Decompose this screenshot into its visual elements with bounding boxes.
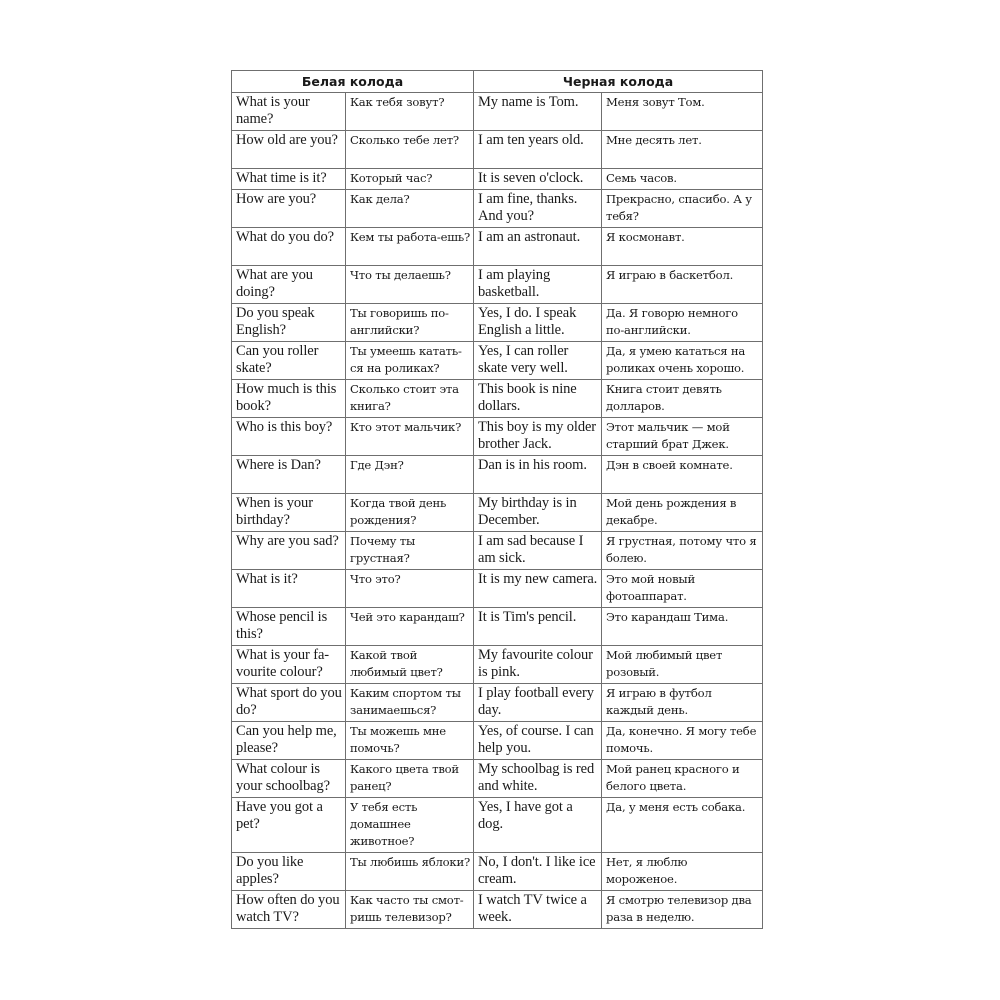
answer-ru-cell: Я играю в футбол каждый день. <box>602 684 763 722</box>
question-en-cell: What sport do you do? <box>232 684 346 722</box>
answer-ru-cell: Этот мальчик — мой старший брат Джек. <box>602 418 763 456</box>
question-en-cell: What is it? <box>232 570 346 608</box>
table-row <box>232 684 763 722</box>
question-en-cell: When is your birthday? <box>232 494 346 532</box>
answer-ru-cell: Да, я умею кататься на роликах очень хорошо. <box>602 342 763 380</box>
answer-ru-cell: Дэн в своей комнате. <box>602 456 763 494</box>
table-row <box>232 190 763 228</box>
question-ru-cell: Чей это карандаш? <box>346 608 474 646</box>
question-ru-cell: Почему ты грустная? <box>346 532 474 570</box>
question-ru-cell: Который час? <box>346 169 474 190</box>
cards-table <box>231 70 763 929</box>
table-row <box>232 722 763 760</box>
question-en-cell: What time is it? <box>232 169 346 190</box>
answer-ru-cell: Мой ранец красного и белого цвета. <box>602 760 763 798</box>
answer-en-cell: Yes, I do. I speak English a little. <box>474 304 602 342</box>
table-row <box>232 93 763 131</box>
table-row <box>232 798 763 853</box>
black-deck-header: Черная колода <box>474 71 763 93</box>
answer-en-cell: My favourite colour is pink. <box>474 646 602 684</box>
table-row <box>232 456 763 494</box>
answer-ru-cell: Я грустная, потому что я болею. <box>602 532 763 570</box>
table-row <box>232 304 763 342</box>
question-ru-cell: У тебя есть домашнее животное? <box>346 798 474 853</box>
question-en-cell: Why are you sad? <box>232 532 346 570</box>
answer-ru-cell: Я космонавт. <box>602 228 763 266</box>
answer-en-cell: Dan is in his room. <box>474 456 602 494</box>
answer-en-cell: I am playing basketball. <box>474 266 602 304</box>
answer-ru-cell: Да. Я говорю немного по-английски. <box>602 304 763 342</box>
answer-en-cell: I am sad because I am sick. <box>474 532 602 570</box>
answer-ru-cell: Я смотрю телевизор два раза в неделю. <box>602 891 763 929</box>
table-row <box>232 266 763 304</box>
question-ru-cell: Что это? <box>346 570 474 608</box>
table-row <box>232 380 763 418</box>
question-en-cell: Do you speak English? <box>232 304 346 342</box>
question-ru-cell: Как тебя зовут? <box>346 93 474 131</box>
question-en-cell: How often do you watch TV? <box>232 891 346 929</box>
question-en-cell: Where is Dan? <box>232 456 346 494</box>
question-ru-cell: Ты можешь мне помочь? <box>346 722 474 760</box>
answer-en-cell: This book is nine dollars. <box>474 380 602 418</box>
question-ru-cell: Сколько тебе лет? <box>346 131 474 169</box>
table-row <box>232 608 763 646</box>
question-ru-cell: Кем ты работа-ешь? <box>346 228 474 266</box>
answer-ru-cell: Я играю в баскетбол. <box>602 266 763 304</box>
question-en-cell: Can you help me, please? <box>232 722 346 760</box>
header-row <box>232 71 763 93</box>
question-en-cell: What colour is your schoolbag? <box>232 760 346 798</box>
table-row <box>232 131 763 169</box>
answer-en-cell: My name is Tom. <box>474 93 602 131</box>
question-ru-cell: Кто этот мальчик? <box>346 418 474 456</box>
answer-en-cell: No, I don't. I like ice cream. <box>474 853 602 891</box>
question-en-cell: How much is this book? <box>232 380 346 418</box>
answer-ru-cell: Меня зовут Том. <box>602 93 763 131</box>
question-en-cell: How are you? <box>232 190 346 228</box>
white-deck-header: Белая колода <box>232 71 474 93</box>
question-ru-cell: Ты умеешь катать-ся на роликах? <box>346 342 474 380</box>
answer-ru-cell: Да, у меня есть собака. <box>602 798 763 853</box>
question-en-cell: How old are you? <box>232 131 346 169</box>
question-ru-cell: Как часто ты смот-ришь телевизор? <box>346 891 474 929</box>
table-row <box>232 853 763 891</box>
answer-ru-cell: Семь часов. <box>602 169 763 190</box>
question-en-cell: What do you do? <box>232 228 346 266</box>
answer-ru-cell: Это мой новый фотоаппарат. <box>602 570 763 608</box>
answer-ru-cell: Мой день рождения в декабре. <box>602 494 763 532</box>
answer-en-cell: Yes, of course. I can help you. <box>474 722 602 760</box>
question-en-cell: What is your name? <box>232 93 346 131</box>
table-body <box>232 93 763 929</box>
answer-en-cell: My schoolbag is red and white. <box>474 760 602 798</box>
answer-en-cell: It is Tim's pencil. <box>474 608 602 646</box>
question-ru-cell: Где Дэн? <box>346 456 474 494</box>
answer-en-cell: I watch TV twice a week. <box>474 891 602 929</box>
question-ru-cell: Как дела? <box>346 190 474 228</box>
question-en-cell: Have you got a pet? <box>232 798 346 853</box>
question-en-cell: What are you doing? <box>232 266 346 304</box>
question-en-cell: Can you roller skate? <box>232 342 346 380</box>
answer-ru-cell: Нет, я люблю мороженое. <box>602 853 763 891</box>
question-en-cell: Whose pencil is this? <box>232 608 346 646</box>
question-en-cell: Do you like apples? <box>232 853 346 891</box>
answer-en-cell: It is my new camera. <box>474 570 602 608</box>
answer-ru-cell: Книга стоит девять долларов. <box>602 380 763 418</box>
question-en-cell: Who is this boy? <box>232 418 346 456</box>
table-row <box>232 760 763 798</box>
answer-ru-cell: Мой любимый цвет розовый. <box>602 646 763 684</box>
table-row <box>232 532 763 570</box>
answer-ru-cell: Прекрасно, спасибо. А у тебя? <box>602 190 763 228</box>
table-row <box>232 494 763 532</box>
question-ru-cell: Ты любишь яблоки? <box>346 853 474 891</box>
question-ru-cell: Сколько стоит эта книга? <box>346 380 474 418</box>
answer-en-cell: I am ten years old. <box>474 131 602 169</box>
answer-en-cell: It is seven o'clock. <box>474 169 602 190</box>
question-ru-cell: Какого цвета твой ранец? <box>346 760 474 798</box>
table-row <box>232 228 763 266</box>
answer-ru-cell: Да, конечно. Я могу тебе помочь. <box>602 722 763 760</box>
question-ru-cell: Какой твой любимый цвет? <box>346 646 474 684</box>
table-row <box>232 891 763 929</box>
question-en-cell: What is your fa-vourite colour? <box>232 646 346 684</box>
answer-en-cell: My birthday is in December. <box>474 494 602 532</box>
question-ru-cell: Ты говоришь по-английски? <box>346 304 474 342</box>
answer-ru-cell: Мне десять лет. <box>602 131 763 169</box>
table-row <box>232 342 763 380</box>
table-row <box>232 646 763 684</box>
answer-en-cell: I am fine, thanks. And you? <box>474 190 602 228</box>
answer-ru-cell: Это карандаш Тима. <box>602 608 763 646</box>
answer-en-cell: This boy is my older brother Jack. <box>474 418 602 456</box>
answer-en-cell: I play football every day. <box>474 684 602 722</box>
answer-en-cell: Yes, I have got a dog. <box>474 798 602 853</box>
question-ru-cell: Когда твой день рождения? <box>346 494 474 532</box>
question-ru-cell: Что ты делаешь? <box>346 266 474 304</box>
table-row <box>232 169 763 190</box>
answer-en-cell: Yes, I can roller skate very well. <box>474 342 602 380</box>
table-row <box>232 570 763 608</box>
table-row <box>232 418 763 456</box>
question-ru-cell: Каким спортом ты занимаешься? <box>346 684 474 722</box>
answer-en-cell: I am an astronaut. <box>474 228 602 266</box>
